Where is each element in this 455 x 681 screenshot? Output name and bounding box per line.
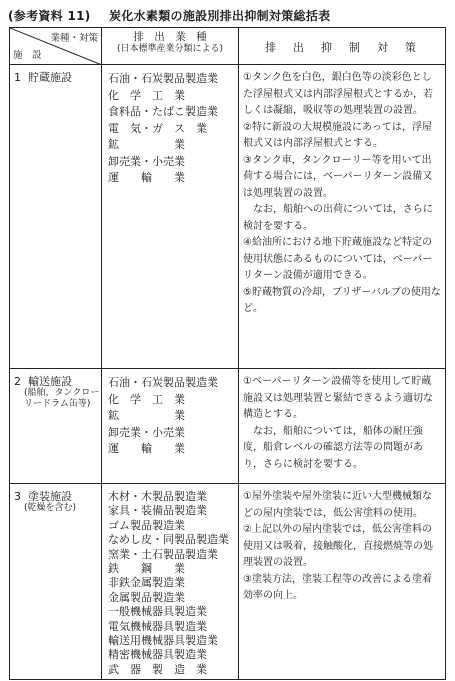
facility-note: (船舶，タンクローリードラム缶等) — [24, 388, 100, 409]
industry-item: 電 気・ガ ス 業 — [108, 121, 207, 135]
table-row — [10, 369, 446, 484]
measures-cell — [239, 369, 446, 484]
measure-item: ④給油所における地下貯蔵施設など特定の使用状態にあるものについては，ベーパーリターン設備が適用できる。 — [243, 237, 433, 281]
measure-item: ①タンク色を白色，銀白色等の淡彩色とした浮屋根式又は内部浮屋根式とするか，若しくは凝縮，吸収等の処理装置の設置。 — [243, 72, 433, 116]
table-header-row — [10, 28, 446, 65]
industry-item: 鉱 業 — [108, 138, 185, 151]
facility-cell — [10, 484, 102, 680]
industry-item: 運 輸 業 — [108, 171, 185, 184]
row-number: 2 — [14, 375, 21, 388]
measure-note: なお，船舶への出荷については，さらに検討を要する。 — [243, 204, 433, 232]
table-title: 炭化水素類の施設別排出抑制対策総括表 — [109, 9, 331, 23]
header-industries-sub: (日本標準産業分類による) — [116, 44, 224, 54]
industries-cell — [102, 65, 239, 369]
industry-item: なめし皮・同製品製造業 — [108, 533, 229, 547]
measure-item: ⑤貯蔵物質の冷却，ブリザーバルブの使用など。 — [243, 286, 441, 314]
header-corner-cell — [10, 28, 102, 65]
measure-item: ①ベーパーリターン設備等を使用して貯蔵施設又は処理装置と緊結できるよう適切な構造とする。 — [243, 376, 433, 420]
facility-name: 塗装施設 — [28, 490, 72, 503]
industry-item: 精密機械器具製造業 — [108, 648, 207, 662]
industry-item: 卸売業・小売業 — [108, 425, 185, 439]
industries-cell — [102, 369, 239, 484]
row-number: 3 — [14, 490, 21, 503]
measures-cell — [239, 484, 446, 680]
summary-table — [9, 27, 446, 680]
header-industry-measure: 業種・対策 — [50, 33, 98, 44]
header-industries-cell — [102, 28, 239, 65]
facility-note: (乾燥を含む) — [24, 503, 77, 513]
facility-cell — [10, 65, 102, 369]
header-measures: 排 出 抑 制 対 策 — [239, 28, 446, 65]
industry-item: 金属製品製造業 — [108, 590, 185, 604]
industry-item: 鉱 業 — [108, 409, 185, 422]
measure-item: ①屋外塗装や屋外塗装に近い大型機械類などの屋内塗装では，低公害塗料の使用。 — [243, 491, 432, 519]
industry-item: 食料品・たばこ製造業 — [108, 105, 218, 118]
industry-item: 家具・装備品製造業 — [108, 504, 207, 518]
industry-item: 石油・石炭製品製造業 — [108, 376, 218, 389]
industry-item: 石油・石炭製品製造業 — [108, 72, 218, 85]
industry-item: 化 学 工 業 — [108, 392, 185, 406]
industry-item: ゴム製品製造業 — [108, 518, 185, 532]
industry-item: 卸売業・小売業 — [108, 154, 185, 168]
industry-item: 武 器 製 造 業 — [108, 662, 207, 676]
industry-item: 木材・木製品製造業 — [108, 490, 207, 503]
facility-name: 輸送施設 — [28, 375, 72, 388]
industry-item: 非鉄金属製造業 — [108, 576, 185, 590]
industry-item: 運 輸 業 — [108, 442, 185, 455]
measure-item: ②特に新設の大規模施設にあっては，浮屋根式又は内部浮屋根式とする。 — [243, 121, 432, 149]
industry-item: 鉄 鋼 業 — [108, 562, 185, 576]
measure-item: ②上記以外の屋内塗装では，低公害塗料の使用又は吸着，接触酸化，直接燃焼等の処理装置の設置。 — [243, 524, 433, 568]
measure-item: ③塗装方法，塗装工程等の改善による塗着効率の向上。 — [243, 573, 432, 601]
industries-cell — [102, 484, 239, 680]
measure-note: なお，船舶については，船体の耐圧強度，船倉レベルの確認方法等の問題があり，さらに検討を要する。 — [243, 425, 423, 470]
row-number: 1 — [14, 71, 21, 84]
industry-item: 窯業・土石製品製造業 — [108, 547, 218, 561]
facility-cell — [10, 369, 102, 484]
industry-item: 輸送用機械器具製造業 — [108, 634, 218, 648]
industry-item: 電気機械器具製造業 — [108, 619, 207, 633]
table-row — [10, 484, 446, 680]
table-row — [10, 65, 446, 369]
facility-name: 貯蔵施設 — [28, 71, 72, 84]
industry-item: 一般機械器具製造業 — [108, 605, 207, 619]
measures-cell — [239, 65, 446, 369]
page-title — [8, 7, 330, 24]
industry-item: 化 学 工 業 — [108, 88, 185, 102]
measure-item: ③タンク車，タンクローリー等を用いて出荷する場合には，ベーパーリターン設備又は処理装置の設置。 — [243, 154, 433, 199]
header-industries: 排 出 業 種 — [133, 31, 207, 43]
reference-label: (参考資料 11) — [8, 9, 91, 23]
header-facility: 施 設 — [13, 50, 42, 61]
